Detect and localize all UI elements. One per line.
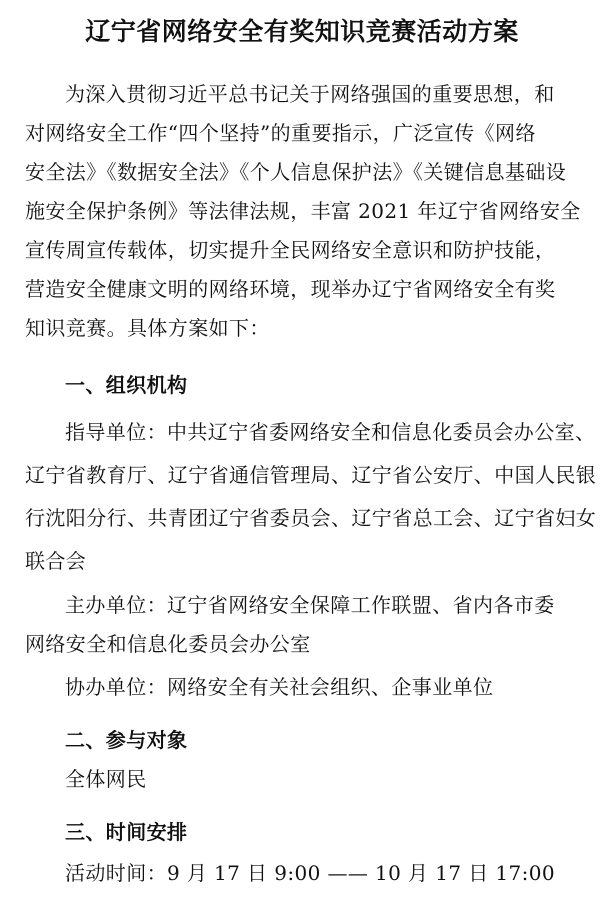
co-host-unit-line: 协办单位：网络安全有关社会组织、企事业单位 [65,675,494,699]
document-title: 辽宁省网络安全有奖知识竞赛活动方案 [85,17,519,46]
intro-line: 营造安全健康文明的网络环境，现举办辽宁省网络安全有奖 [25,277,556,301]
intro-line: 施安全保护条例》等法律法规，丰富 2021 年辽宁省网络安全 [25,199,581,223]
intro-line: 安全法》《数据安全法》《个人信息保护法》《关键信息基础设 [25,160,567,184]
section-heading-schedule: 三、时间安排 [65,820,188,844]
intro-line: 知识竞赛。具体方案如下： [25,316,270,340]
guide-unit-line: 指导单位：中共辽宁省委网络安全和信息化委员会办公室、 [65,420,596,444]
intro-line: 为深入贯彻习近平总书记关于网络强国的重要思想，和 [65,82,555,106]
host-unit-line: 主办单位：辽宁省网络安全保障工作联盟、省内各市委 [65,593,555,617]
host-unit-line: 网络安全和信息化委员会办公室 [25,632,311,656]
intro-line: 宣传周宣传载体，切实提升全民网络安全意识和防护技能， [25,238,556,262]
section-heading-organization: 一、组织机构 [65,373,188,397]
intro-line: 对网络安全工作“四个坚持”的重要指示，广泛宣传《网络 [25,121,536,145]
guide-unit-line: 行沈阳分行、共青团辽宁省委员会、辽宁省总工会、辽宁省妇女 [25,506,597,530]
activity-time-line: 活动时间：9 月 17 日 9:00 —— 10 月 17 日 17:00 [65,861,555,885]
guide-unit-line: 联合会 [25,549,87,573]
section-heading-participants: 二、参与对象 [65,728,188,752]
guide-unit-line: 辽宁省教育厅、辽宁省通信管理局、辽宁省公安厅、中国人民银 [25,463,597,487]
participants-text: 全体网民 [65,767,147,791]
